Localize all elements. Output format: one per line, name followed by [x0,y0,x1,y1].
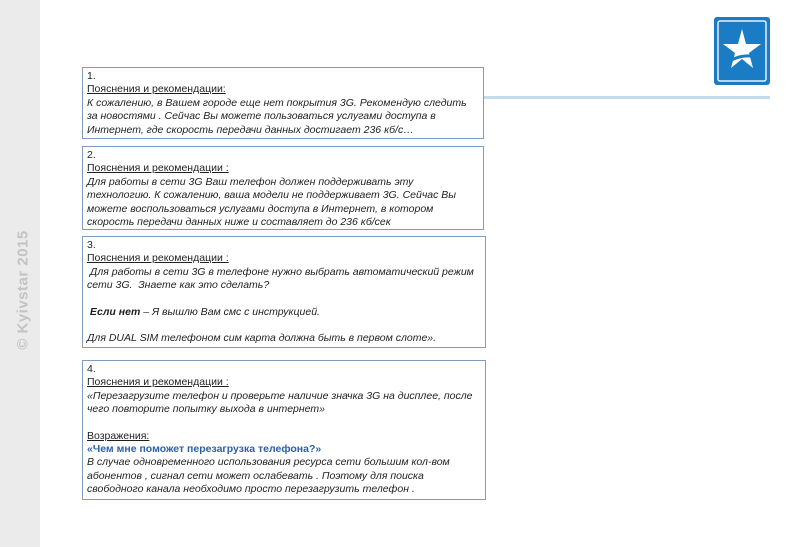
recommendation-card-3 [82,236,486,348]
if-not-text: – Я вышлю Вам смс с инструкцией. [140,305,320,318]
kyivstar-logo [714,17,770,85]
objection-question: «Чем мне поможет перезагрузка телефона?» [87,443,322,456]
recommendation-card-4 [82,360,486,500]
card-number: 2. [87,149,96,161]
card-text: Для работы в сети 3G в телефоне нужно выбрать автоматический режим сети 3G. Знаете как это сделать? [87,265,477,292]
dual-sim-note: Для DUAL SIM телефоном сим карта должна быть в первом слоте». [87,332,437,345]
card-heading: Пояснения и рекомендации : [87,252,229,265]
card-text: К сожалению, в Вашем городе еще нет покрытия 3G. Рекомендую следить за новостями . Сейчас Вы можете пользоваться услугами доступа в Интернет, где скорость передачи данных достигает 236 кб/с… [87,96,467,136]
card-heading: Пояснения и рекомендации : [87,162,229,175]
objection-answer: В случае одновременного использования ресурса сети большим кол-вом абонентов , сигнал сети может ослабевать . Поэтому для поиска свободного канала необходимо просто перезагрузить телефон . [87,456,450,496]
recommendation-card-2 [82,146,484,230]
if-not-label: Если нет [87,305,141,318]
card-heading: Пояснения и рекомендации: [87,83,226,96]
kyivstar-star-icon [714,17,770,85]
card-number: 3. [87,239,96,251]
recommendation-card-1 [82,67,484,139]
card-text: «Перезагрузите телефон и проверьте наличие значка 3G на дисплее, после чего повторите попытку выхода в интернет» [87,389,473,416]
card-number: 1. [87,70,96,82]
card-number: 4. [87,363,96,375]
copyright-text: © Kyivstar 2015 [14,230,32,350]
objections-heading: Возражения: [87,429,150,442]
card-text: Для работы в сети 3G Ваш телефон должен поддерживать эту технологию. К сожалению, ваша модели не поддерживает 3G. Сейчас Вы можете воспользоваться услугами доступа в Интернет, в котором скорость передачи данных ниже и составляет до 236 кб/сек [87,175,456,229]
card-heading: Пояснения и рекомендации : [87,376,229,389]
